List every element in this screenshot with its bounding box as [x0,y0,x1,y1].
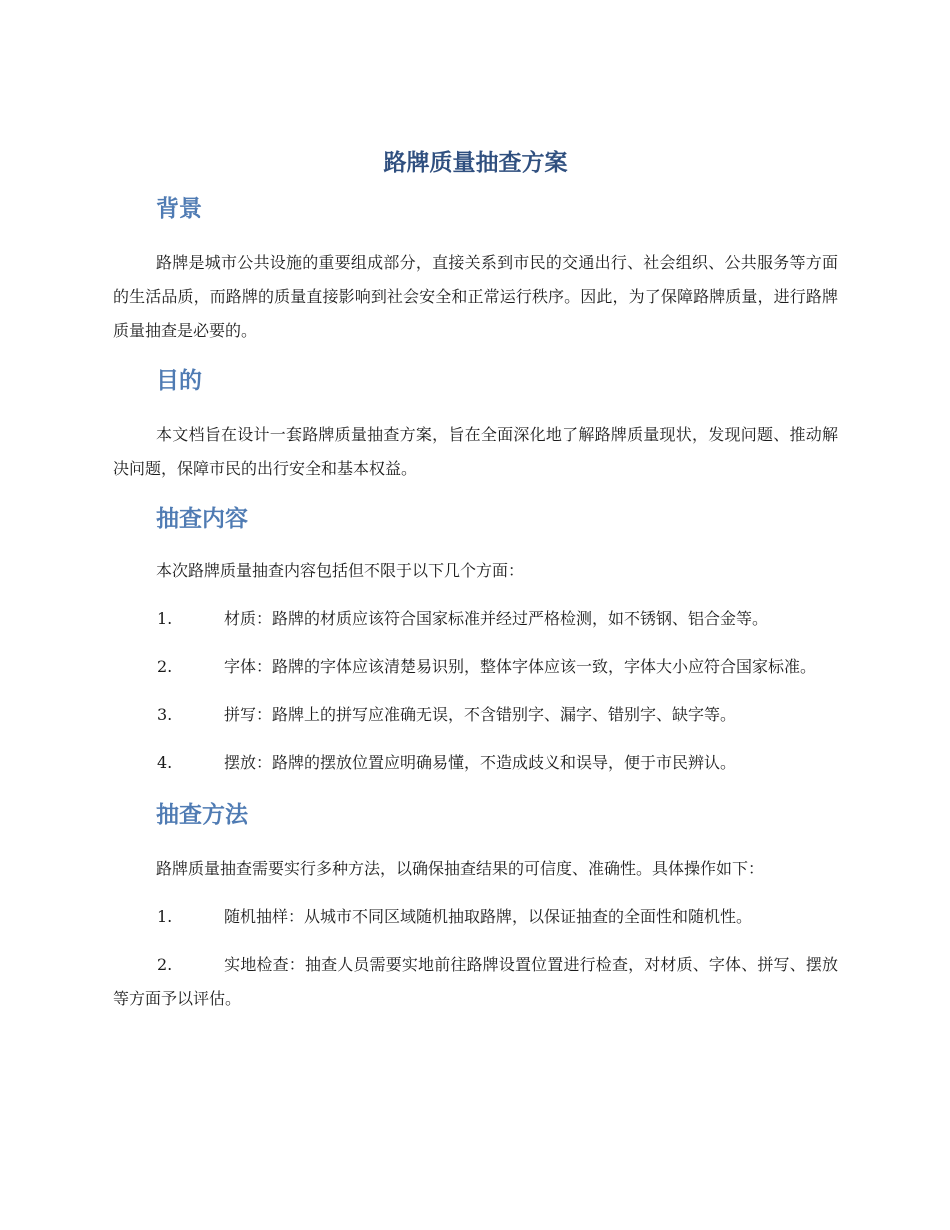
document-page [113,140,838,1016]
section-heading-purpose: 目的 [156,368,202,394]
list-item [113,602,838,636]
list-item-number: 3. [157,705,173,724]
list-item [113,650,838,684]
list-item-text: 字体：路牌的字体应该清楚易识别，整体字体应该一致，字体大小应符合国家标准。 [224,657,817,676]
list-item-number: 2. [157,657,173,676]
paragraph-purpose: 本文档旨在设计一套路牌质量抽查方案，旨在全面深化地了解路牌质量现状，发现问题、推动解决问题，保障市民的出行安全和基本权益。 [113,425,838,478]
section-heading-background: 背景 [156,196,202,222]
document-title: 路牌质量抽查方案 [383,150,568,176]
paragraph-content-intro: 本次路牌质量抽查内容包括但不限于以下几个方面： [156,561,525,580]
paragraph-background: 路牌是城市公共设施的重要组成部分，直接关系到市民的交通出行、社会组织、公共服务等方面的生活品质，而路牌的质量直接影响到社会安全和正常运行秩序。因此，为了保障路牌质量，进行路牌质量抽查是必要的。 [113,253,838,340]
list-item-text: 摆放：路牌的摆放位置应明确易懂，不造成歧义和误导，便于市民辨认。 [224,753,737,772]
list-item [113,698,838,732]
list-item-text: 材质：路牌的材质应该符合国家标准并经过严格检测，如不锈钢、铝合金等。 [224,609,769,628]
section-heading-content: 抽查内容 [156,506,248,532]
list-item-number: 2. [157,955,173,974]
paragraph-method-intro: 路牌质量抽查需要实行多种方法，以确保抽查结果的可信度、准确性。具体操作如下： [156,859,765,878]
section-heading-method: 抽查方法 [156,802,248,828]
list-item-number: 1. [157,609,173,628]
list-item-text: 拼写：路牌上的拼写应准确无误，不含错别字、漏字、错别字、缺字等。 [224,705,737,724]
list-item-number: 1. [157,907,173,926]
list-item [113,900,838,934]
list-item [113,746,838,780]
list-item-text: 随机抽样：从城市不同区域随机抽取路牌，以保证抽查的全面性和随机性。 [224,907,753,926]
list-item [113,948,838,1016]
list-item-number: 4. [157,753,173,772]
list-item-text: 实地检查：抽查人员需要实地前往路牌设置位置进行检查，对材质、字体、拼写、摆放等方面予以评估。 [113,955,838,1008]
